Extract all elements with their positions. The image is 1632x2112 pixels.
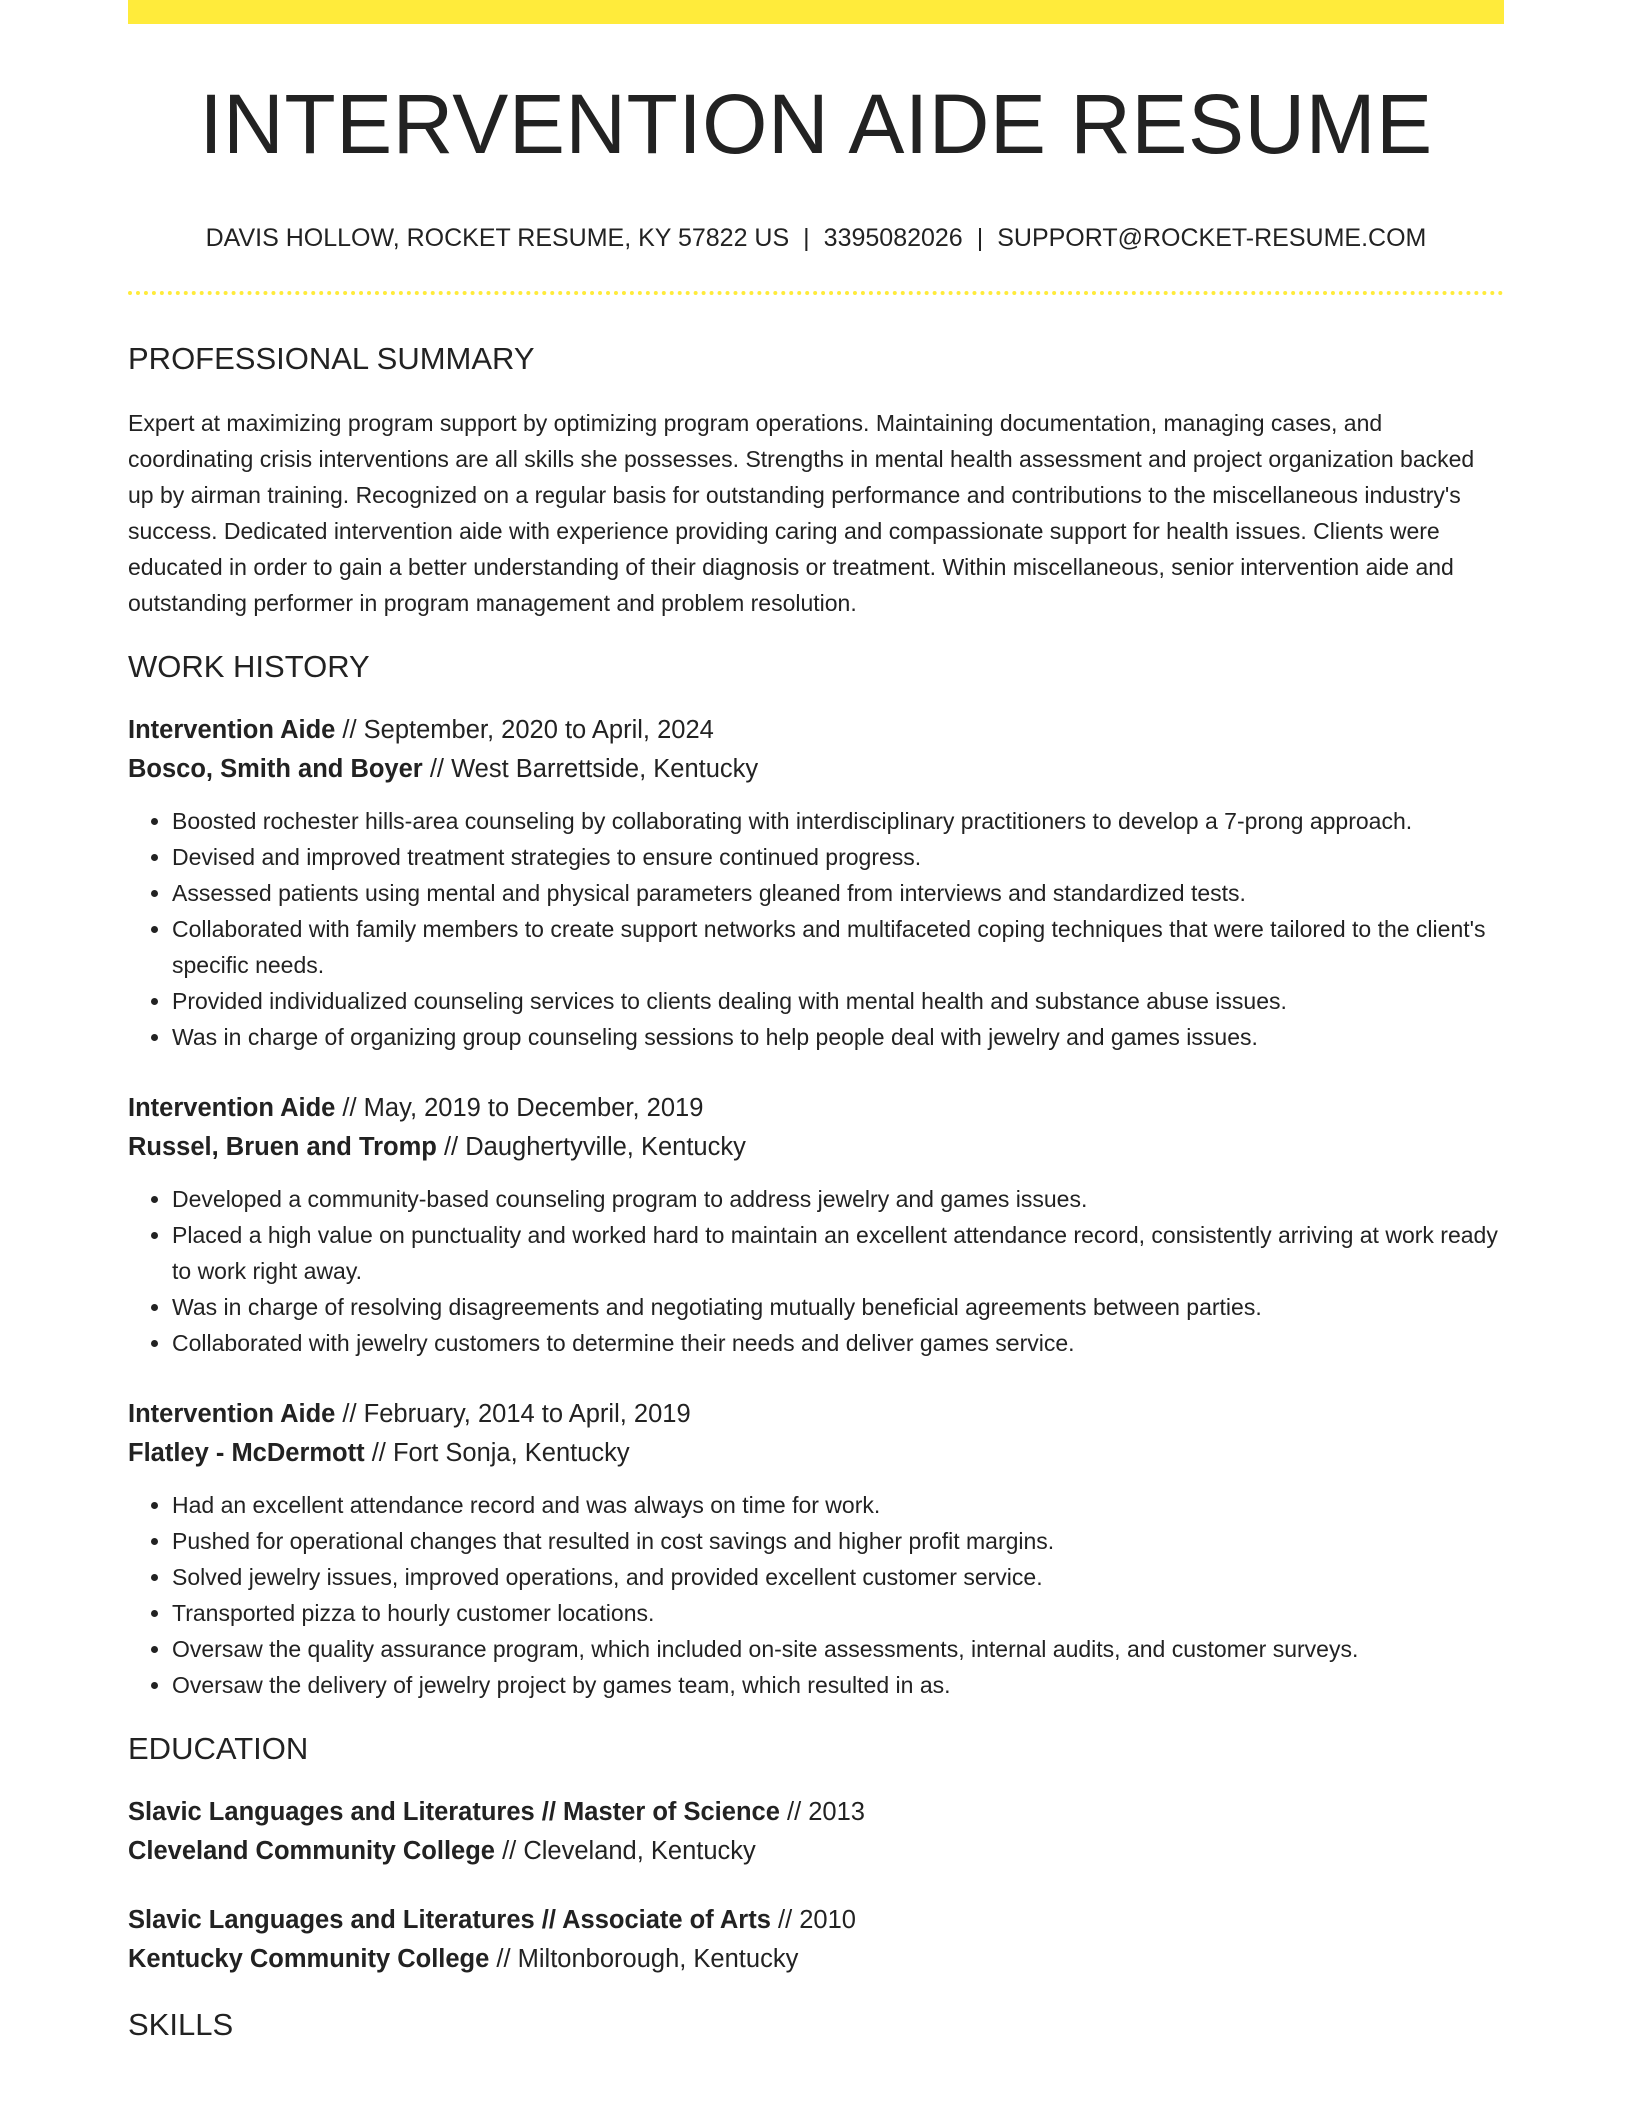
- list-item: • Was in charge of resolving disagreements and negotiating mutually beneficial agreements between parties.: [172, 1289, 1504, 1325]
- education-degree-line: [128, 1793, 1504, 1832]
- job-company: Bosco, Smith and Boyer: [128, 755, 423, 783]
- accent-top-bar: [128, 0, 1504, 24]
- list-item: • Placed a high value on punctuality and worked hard to maintain an excellent attendance record, consistently arriving at work ready to work right away.: [172, 1217, 1504, 1289]
- contact-separator: |: [803, 224, 810, 252]
- dotted-divider: [128, 291, 1504, 295]
- list-item: • Provided individualized counseling services to clients dealing with mental health and substance abuse issues.: [172, 983, 1504, 1019]
- job-title-line: [128, 711, 1504, 750]
- contact-email: SUPPORT@ROCKET-RESUME.COM: [997, 224, 1427, 252]
- education-location: // Cleveland, Kentucky: [495, 1837, 756, 1865]
- section-heading-summary: PROFESSIONAL SUMMARY: [128, 341, 535, 376]
- job-location: // Fort Sonja, Kentucky: [364, 1439, 630, 1467]
- list-item: • Solved jewelry issues, improved operations, and provided excellent customer service.: [172, 1559, 1504, 1595]
- contact-phone: 3395082026: [823, 224, 963, 252]
- list-item: • Oversaw the delivery of jewelry project by games team, which resulted in as.: [172, 1667, 1504, 1703]
- job-company: Russel, Bruen and Tromp: [128, 1133, 437, 1161]
- job-dates: // February, 2014 to April, 2019: [335, 1400, 691, 1428]
- job-company-line: [128, 750, 1504, 789]
- list-item: • Collaborated with jewelry customers to determine their needs and deliver games service.: [172, 1325, 1504, 1361]
- education-degree-line: [128, 1901, 1504, 1940]
- education-school: Kentucky Community College: [128, 1945, 490, 1973]
- job-dates: // September, 2020 to April, 2024: [335, 716, 714, 744]
- list-item: • Oversaw the quality assurance program, which included on-site assessments, internal audits, and customer surveys.: [172, 1631, 1504, 1667]
- job-bullet-list: [128, 1181, 1504, 1361]
- education-degree: Slavic Languages and Literatures // Master of Science: [128, 1798, 780, 1826]
- education-school: Cleveland Community College: [128, 1837, 495, 1865]
- resume-title: INTERVENTION AIDE RESUME: [199, 77, 1433, 171]
- education-degree: Slavic Languages and Literatures // Associate of Arts: [128, 1906, 771, 1934]
- job-title: Intervention Aide: [128, 1400, 336, 1428]
- list-item: • Had an excellent attendance record and was always on time for work.: [172, 1487, 1504, 1523]
- job-dates: // May, 2019 to December, 2019: [335, 1094, 704, 1122]
- list-item: • Was in charge of organizing group counseling sessions to help people deal with jewelry and games issues.: [172, 1019, 1504, 1055]
- contact-address: DAVIS HOLLOW, ROCKET RESUME, KY 57822 US: [205, 224, 790, 252]
- job-title-line: [128, 1395, 1504, 1434]
- job-company-line: [128, 1128, 1504, 1167]
- section-heading-work-history: WORK HISTORY: [128, 649, 370, 684]
- job-title: Intervention Aide: [128, 716, 336, 744]
- list-item: • Pushed for operational changes that resulted in cost savings and higher profit margins.: [172, 1523, 1504, 1559]
- education-school-line: [128, 1940, 1504, 1979]
- list-item: • Transported pizza to hourly customer locations.: [172, 1595, 1504, 1631]
- job-location: // Daughertyville, Kentucky: [436, 1133, 746, 1161]
- resume-page: [128, 0, 1504, 2043]
- education-year: // 2010: [770, 1906, 856, 1934]
- list-item: • Assessed patients using mental and physical parameters gleaned from interviews and standardized tests.: [172, 875, 1504, 911]
- job-company-line: [128, 1434, 1504, 1473]
- job-company: Flatley - McDermott: [128, 1439, 365, 1467]
- job-entry: [128, 1089, 1504, 1361]
- list-item: • Devised and improved treatment strategies to ensure continued progress.: [172, 839, 1504, 875]
- summary-paragraph: Expert at maximizing program support by optimizing program operations. Maintaining documentation, managing cases, and coordinating crisis interventions are all skills she possesses. Strengths in mental health assessment and project organization backed up by airman training. Recognized on a regular basis for outstanding performance and contributions to the miscellaneous industry's success. Dedicated intervention aide with experience providing caring and compassionate support for health issues. Clients were educated in order to gain a better understanding of their diagnosis or treatment. Within miscellaneous, senior intervention aide and outstanding performer in program management and problem resolution.: [128, 410, 1475, 616]
- section-heading-skills: SKILLS: [128, 2007, 234, 2042]
- list-item: • Collaborated with family members to create support networks and multifaceted coping techniques that were tailored to the client's specific needs.: [172, 911, 1504, 983]
- job-location: // West Barrettside, Kentucky: [422, 755, 759, 783]
- education-school-line: [128, 1832, 1504, 1871]
- education-year: // 2013: [779, 1798, 865, 1826]
- job-title: Intervention Aide: [128, 1094, 336, 1122]
- list-item: • Developed a community-based counseling program to address jewelry and games issues.: [172, 1181, 1504, 1217]
- contact-separator: |: [976, 224, 984, 252]
- section-heading-education: EDUCATION: [128, 1731, 309, 1766]
- job-title-line: [128, 1089, 1504, 1128]
- education-location: // Miltonborough, Kentucky: [489, 1945, 799, 1973]
- list-item: • Boosted rochester hills-area counseling by collaborating with interdisciplinary practitioners to develop a 7-prong approach.: [172, 803, 1504, 839]
- education-entry: [128, 1901, 1504, 1979]
- job-entry: [128, 1395, 1504, 1703]
- job-bullet-list: [128, 803, 1504, 1055]
- education-entry: [128, 1793, 1504, 1871]
- job-bullet-list: [128, 1487, 1504, 1703]
- contact-line: [128, 224, 1504, 253]
- job-entry: [128, 711, 1504, 1055]
